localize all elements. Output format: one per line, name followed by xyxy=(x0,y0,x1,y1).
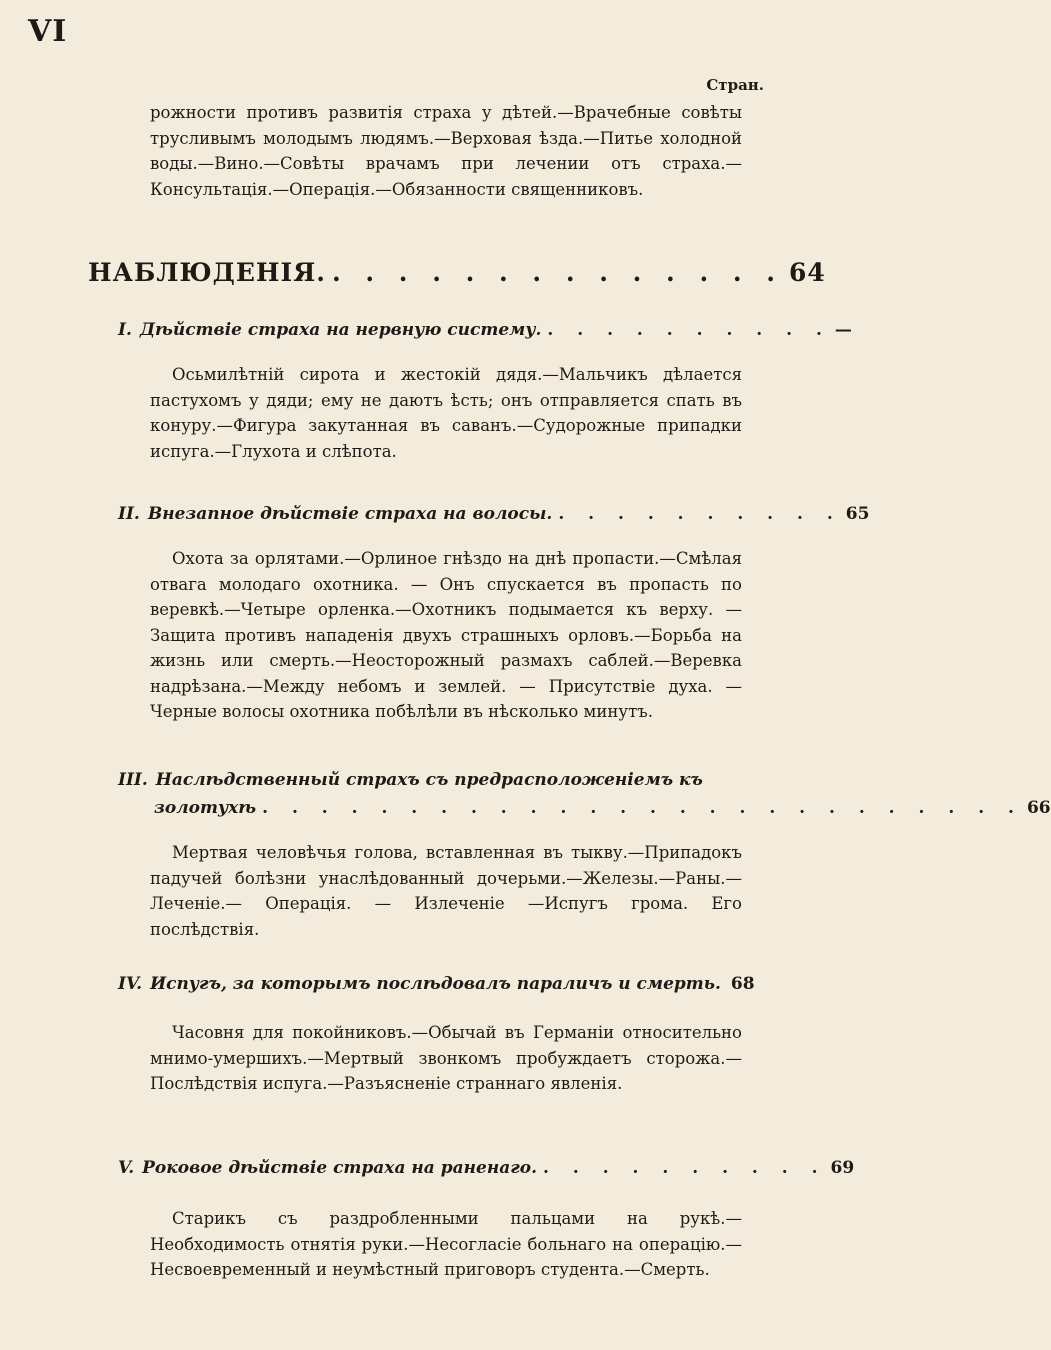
entry-page: 68 xyxy=(730,974,755,994)
entry-3-summary: Мертвая человѣчья голова, вставленная въ тыкву.—Припадокъ падучей болѣзни унаслѣдованный дочерьми.—Железы.—Раны.—Леченіе.— Операція. — Излеченіе —Испугъ грома. Его послѣдствія. xyxy=(150,843,742,939)
entry-dots: . . . . . . . . . . xyxy=(547,320,831,340)
page-number: VI xyxy=(28,14,68,49)
entry-page: 65 xyxy=(845,504,870,524)
entry-title: Испугъ, за которымъ послѣдовалъ параличъ и смерть. xyxy=(150,974,721,994)
entry-2-summary: Охота за орлятами.—Орлиное гнѣздо на днѣ пропасти.—Смѣлая отвага молодаго охотника. — Онъ спускается въ пропасть по веревкѣ.—Четыре орленка.—Охотникъ подымается къ верху. — Защита противъ нападенія двухъ страшныхъ орловъ.—Борьба на жизнь или смерть.—Неосторожный размахъ саблей.—Веревка надрѣзана.—Между небомъ и землей. — Присутствіе духа. — Черные волосы охотника побѣлѣли въ нѣсколько минутъ. xyxy=(150,549,742,721)
entry-page: 66 xyxy=(1026,798,1051,818)
entry-title: Дѣйствіе страха на нервную систему. xyxy=(139,320,542,340)
entry-4-summary: Часовня для покойниковъ.—Обычай въ Германіи относительно мнимо-умершихъ.—Мертвый звонкомъ пробуждаетъ сторожа.—Послѣдствія испуга.—Разъясненіе страннаго явленія. xyxy=(150,1023,742,1093)
entry-title: Наслѣдственный страхъ съ предрасположеніемъ къ xyxy=(155,770,703,790)
section-heading xyxy=(88,258,826,287)
entry-title: Роковое дѣйствіе страха на раненаго. xyxy=(142,1158,538,1178)
entry-roman: V. xyxy=(118,1158,135,1178)
section-dots: . . . . . . . . . . . . . . xyxy=(331,258,783,287)
entry-page: — xyxy=(834,320,852,340)
entry-4 xyxy=(118,970,755,998)
entry-roman: II. xyxy=(118,504,140,524)
entry-dots: . . . . . . . . . . xyxy=(558,504,842,524)
entry-dots: . . . . . . . . . . xyxy=(543,1158,827,1178)
entry-roman: I. xyxy=(118,320,132,340)
entry-1 xyxy=(118,316,852,344)
entry-page: 69 xyxy=(830,1158,855,1178)
section-page: 64 xyxy=(788,258,826,287)
entry-1-summary: Осьмилѣтній сирота и жестокій дядя.—Мальчикъ дѣлается пастухомъ у дяди; ему не даютъ ѣсть; онъ отправляется спать въ конуру.—Фигура закутанная въ саванъ.—Судорожные припадки испуга.—Глухота и слѣпота. xyxy=(150,365,742,461)
entry-2 xyxy=(118,500,870,528)
intro-paragraph: рожности противъ развитія страха у дѣтей.—Врачебные совѣты трусливымъ молодымъ людямъ.—Верховая ѣзда.—Питье холодной воды.—Вино.—Совѣты врачамъ при лечении отъ страха.—Консультація.—Операція.—Обязанности священниковъ. xyxy=(150,103,742,199)
column-label: Стран. xyxy=(706,76,764,94)
entry-5 xyxy=(118,1154,855,1182)
entry-dots: . . . . . . . . . . . . . . . . . . . . . . . . . . xyxy=(262,798,1023,818)
entry-roman: III. xyxy=(118,770,148,790)
section-title: НАБЛЮДЕНІЯ. xyxy=(88,258,326,287)
entry-5-summary: Старикъ съ раздробленными пальцами на рукѣ.—Необходимость отнятія руки.—Несогласіе больнаго на операцію.—Несвоевременный и неумѣстный приговоръ студента.—Смерть. xyxy=(150,1209,742,1279)
entry-title: Внезапное дѣйствіе страха на волосы. xyxy=(147,504,553,524)
entry-3 xyxy=(118,766,1051,822)
entry-title-cont: золотухѣ xyxy=(154,798,257,818)
entry-roman: IV. xyxy=(118,974,143,994)
